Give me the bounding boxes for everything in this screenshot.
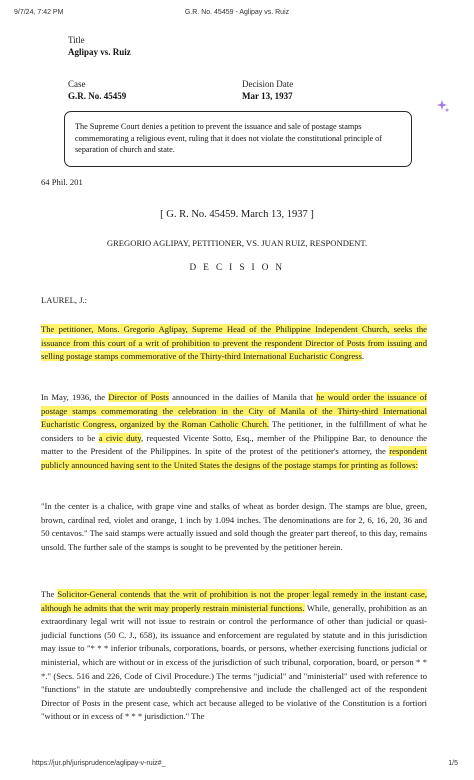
paragraph-text: . (361, 351, 364, 362)
paragraph-text: "In the center is a chalice, with grape vine and stalks of wheat as border design. The stamps are blue, green, brown, cardinal red, violet and orange, 1 inch by 1.094 inches. The denominations are for 2, 6, 16, 20, 36 and 50 centavos." The said stamps were actually issued and sold though the greater part thereof, to this day, remains unsold. The further sale of the stamps is sought to be prevented by the petitioner herein. (41, 501, 427, 552)
highlighted-text: Director of Posts (108, 392, 169, 402)
citation: 64 Phil. 201 (41, 177, 83, 187)
decision-title: D E C I S I O N (189, 262, 285, 272)
case-heading: [ G. R. No. 45459. March 13, 1937 ] (160, 209, 314, 220)
highlighted-text: respondent publicly announced having sent to the United States the designs of the postage stamps for printing as follows: (41, 446, 427, 470)
title-label: Title (68, 35, 85, 45)
ponente: LAUREL, J.: (41, 295, 88, 305)
decision-date-label: Decision Date (242, 79, 294, 89)
highlighted-text: a civic duty (98, 432, 141, 443)
highlighted-text: Solicitor-General contends that the writ of prohibition is not the proper legal remedy in the instant case, although he admits that the writ may properly restrain ministerial functions. (41, 589, 427, 613)
paragraph-text: The petitioner, in the fulfillment of what he considers to be (41, 419, 427, 443)
case-number: G.R. No. 45459 (68, 91, 127, 101)
summary-text: The Supreme Court denies a petition to prevent the issuance and sale of postage stamps commemorating a religious event, ruling that it does not violate the constitutional principle of separation of church and state. (75, 122, 382, 154)
highlighted-text: The petitioner, Mons. Gregorio Aglipay, Supreme Head of the Philippine Independent Church, seeks the issuance from this court of a writ of prohibition to prevent the respondent Director of Posts from issuing and selling postage stamps commemorative of the Thirty-third International Eucharistic Congress (41, 324, 427, 362)
paragraph-4 (41, 588, 427, 724)
paragraph-text: announced in the dailies of Manila that (168, 392, 317, 402)
print-page-title: G.R. No. 45459 - Aglipay vs. Ruiz (184, 9, 290, 16)
print-datetime: 9/7/24, 7:42 PM (14, 9, 64, 16)
case-title: Aglipay vs. Ruiz (68, 47, 131, 57)
print-page-number: 1/5 (448, 760, 458, 767)
print-url: https://jur.ph/jurisprudence/aglipay-v-ruiz#_ (32, 760, 166, 767)
highlighted-text: he would order the issuance of postage stamps commemorating the celebration in the City of Manila of the Thirty-third International Eucharistic Congress, organized by the Roman Catholic Church. (41, 392, 427, 430)
paragraph-text: The (41, 589, 58, 599)
paragraph-1 (41, 323, 427, 364)
paragraph-text: , requested Vicente Sotto, Esq., member of the Philippine Bar, to denounce the matter to the President of the Philippines. In spite of the protest of the petitioner's attorney, the (41, 432, 428, 457)
parties: GREGORIO AGLIPAY, PETITIONER, VS. JUAN RUIZ, RESPONDENT. (106, 238, 368, 248)
summary-box (64, 111, 412, 167)
paragraph-text: In May, 1936, the (41, 392, 109, 402)
paragraph-3 (41, 500, 427, 554)
case-label: Case (68, 79, 86, 89)
sparkle-icon[interactable] (436, 99, 450, 113)
decision-date: Mar 13, 1937 (242, 91, 293, 101)
paragraph-2 (41, 391, 427, 473)
paragraph-text: While, generally, prohibition as an extraordinary legal writ will not issue to restrain or control the performance of other than judicial or quasi-judicial functions (50 C. J., 658), its issuance and enforcement are regulated by statute and in this jurisdiction may issue to "* * * inferior tribunals, corporations, boards, or persons, whether exercising functions judicial or ministerial, which are without or in excess of the jurisdiction of such tribunal, corporation, board, or person * * *." (Secs. 516 and 226, Code of Civil Procedure.) The terms "judicial" and "ministerial" used with reference to "functions" in the statute are undoubtedly comprehensive and include the challenged act of the respondent Director of Posts in the present case, which act because alleged to be violative of the Constitution is a fortiori "without or in excess of * * * jurisdiction." The (41, 602, 427, 722)
